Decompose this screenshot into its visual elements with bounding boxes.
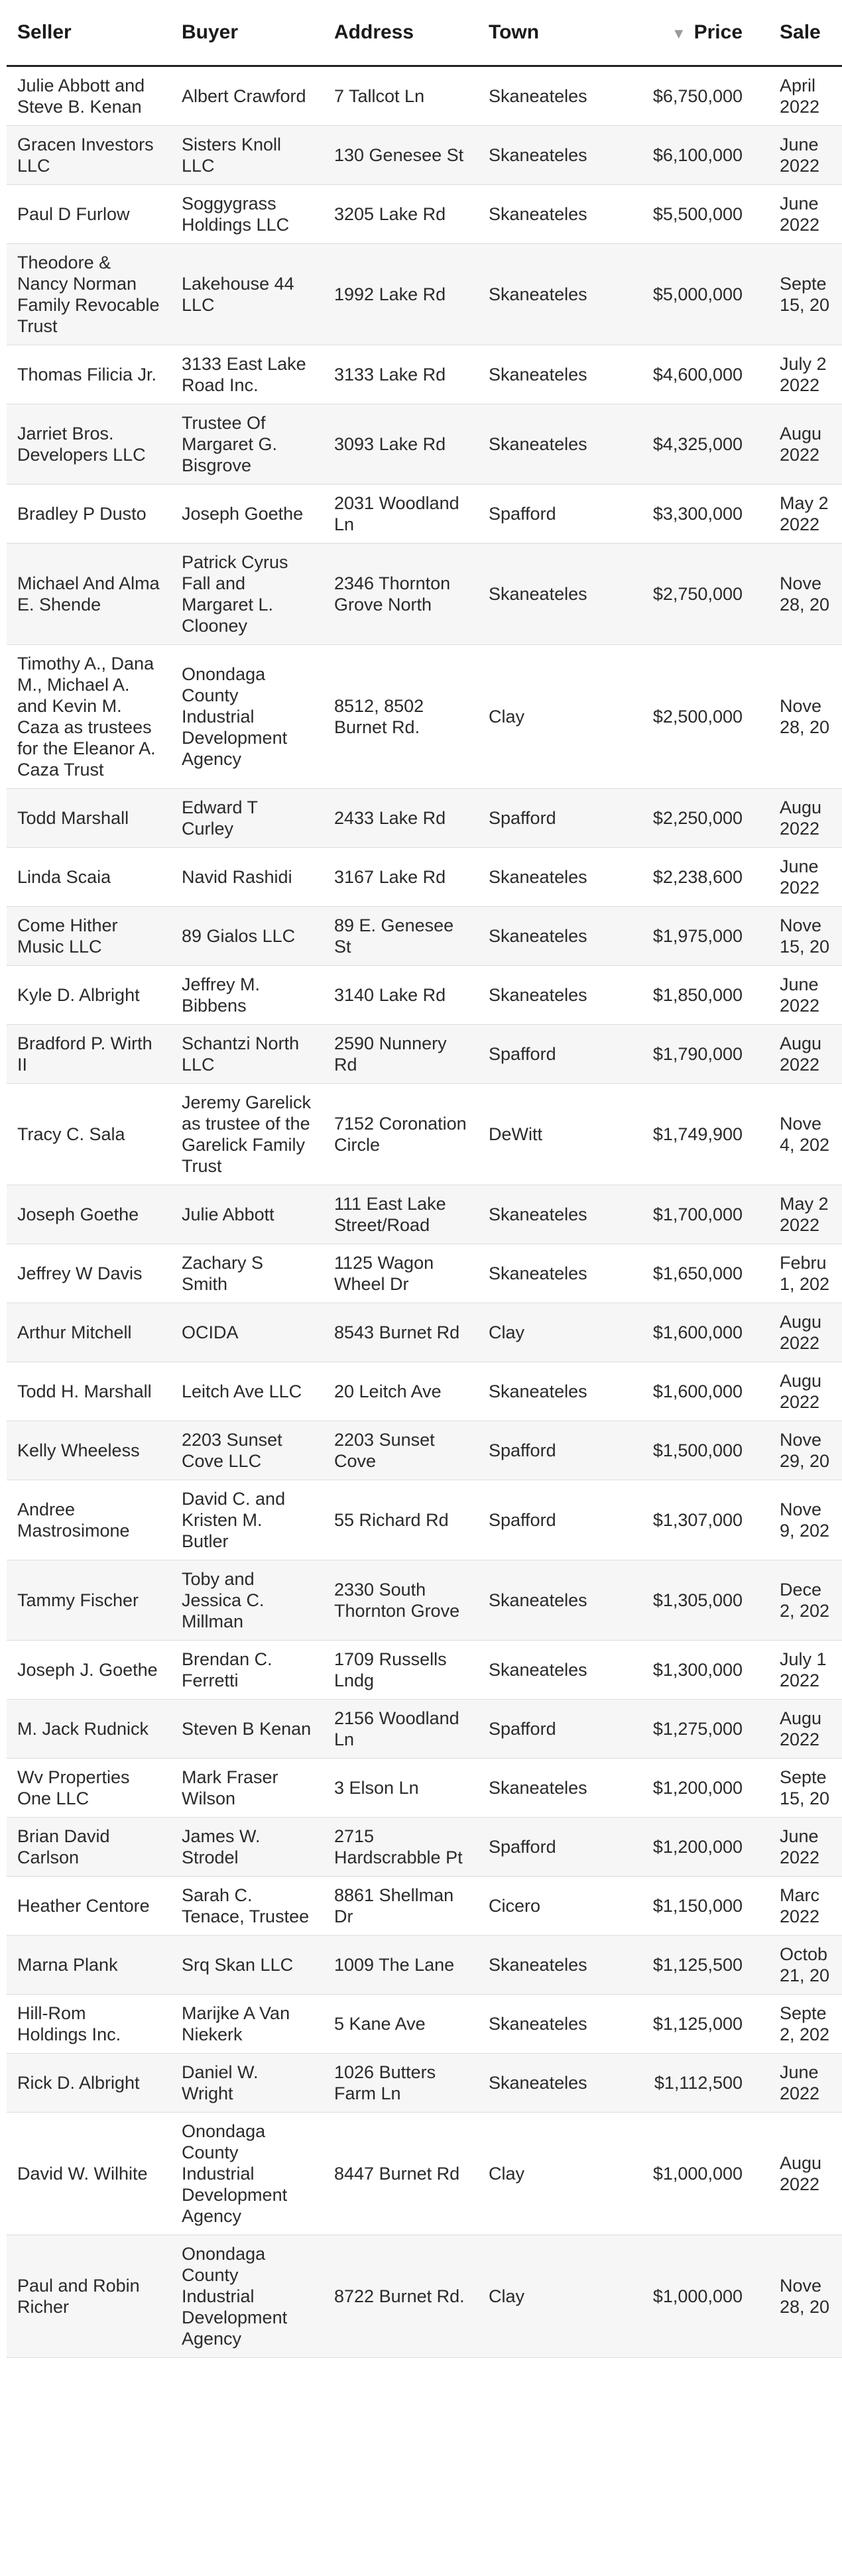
cell-address: 8512, 8502 Burnet Rd. <box>324 645 478 789</box>
cell-buyer: David C. and Kristen M. Butler <box>171 1480 324 1560</box>
cell-price: $1,307,000 <box>622 1480 769 1560</box>
table-row <box>7 1025 842 1084</box>
cell-price: $1,975,000 <box>622 907 769 966</box>
cell-seller: Marna Plank <box>7 1936 171 1995</box>
cell-sale: Septe 15, 20 <box>769 1759 842 1818</box>
cell-price: $1,500,000 <box>622 1421 769 1480</box>
cell-price: $1,600,000 <box>622 1303 769 1362</box>
cell-town: Skaneateles <box>478 966 622 1025</box>
cell-buyer: Mark Fraser Wilson <box>171 1759 324 1818</box>
cell-price: $1,305,000 <box>622 1560 769 1641</box>
table-row <box>7 1480 842 1560</box>
cell-address: 3 Elson Ln <box>324 1759 478 1818</box>
cell-town: Skaneateles <box>478 907 622 966</box>
cell-price: $1,125,000 <box>622 1995 769 2054</box>
cell-buyer: Daniel W. Wright <box>171 2054 324 2113</box>
cell-price: $6,750,000 <box>622 66 769 126</box>
cell-address: 2346 Thornton Grove North <box>324 544 478 645</box>
cell-seller: Paul and Robin Richer <box>7 2235 171 2358</box>
cell-seller: Arthur Mitchell <box>7 1303 171 1362</box>
table-row <box>7 1303 842 1362</box>
cell-sale: Nove 28, 20 <box>769 645 842 789</box>
cell-price: $6,100,000 <box>622 126 769 185</box>
cell-sale: Nove 28, 20 <box>769 544 842 645</box>
cell-sale: May 2 2022 <box>769 485 842 544</box>
cell-sale: April 2022 <box>769 66 842 126</box>
cell-seller: Tammy Fischer <box>7 1560 171 1641</box>
cell-buyer: Zachary S Smith <box>171 1244 324 1303</box>
cell-seller: Bradley P Dusto <box>7 485 171 544</box>
cell-price: $2,500,000 <box>622 645 769 789</box>
cell-seller: Heather Centore <box>7 1877 171 1936</box>
cell-town: Spafford <box>478 1818 622 1877</box>
cell-price: $1,850,000 <box>622 966 769 1025</box>
cell-town: Skaneateles <box>478 244 622 345</box>
table-row <box>7 1084 842 1185</box>
cell-seller: Bradford P. Wirth II <box>7 1025 171 1084</box>
cell-sale: July 2 2022 <box>769 345 842 404</box>
cell-sale: Septe 15, 20 <box>769 244 842 345</box>
cell-address: 2203 Sunset Cove <box>324 1421 478 1480</box>
cell-address: 3167 Lake Rd <box>324 848 478 907</box>
cell-sale: Dece 2, 202 <box>769 1560 842 1641</box>
cell-town: Skaneateles <box>478 1185 622 1244</box>
cell-address: 3205 Lake Rd <box>324 185 478 244</box>
cell-address: 7 Tallcot Ln <box>324 66 478 126</box>
cell-price: $1,650,000 <box>622 1244 769 1303</box>
cell-sale: July 1 2022 <box>769 1641 842 1700</box>
table-row <box>7 485 842 544</box>
cell-address: 20 Leitch Ave <box>324 1362 478 1421</box>
cell-sale: Augu 2022 <box>769 1303 842 1362</box>
cell-sale: Augu 2022 <box>769 1025 842 1084</box>
cell-seller: Come Hither Music LLC <box>7 907 171 966</box>
cell-buyer: Onondaga County Industrial Development Agency <box>171 645 324 789</box>
cell-town: DeWitt <box>478 1084 622 1185</box>
sales-table <box>7 0 842 2358</box>
cell-sale: June 2022 <box>769 185 842 244</box>
cell-town: Clay <box>478 2235 622 2358</box>
cell-town: Skaneateles <box>478 66 622 126</box>
sort-descending-icon: ▼ <box>671 25 686 42</box>
cell-price: $1,300,000 <box>622 1641 769 1700</box>
cell-seller: Wv Properties One LLC <box>7 1759 171 1818</box>
table-row <box>7 185 842 244</box>
table-row <box>7 645 842 789</box>
column-header-sale[interactable]: Sale <box>769 0 842 66</box>
cell-address: 3140 Lake Rd <box>324 966 478 1025</box>
table-row <box>7 66 842 126</box>
cell-town: Clay <box>478 645 622 789</box>
table-row <box>7 1936 842 1995</box>
cell-town: Clay <box>478 2113 622 2235</box>
column-header-address[interactable]: Address <box>324 0 478 66</box>
cell-buyer: Trustee Of Margaret G. Bisgrove <box>171 404 324 485</box>
cell-seller: David W. Wilhite <box>7 2113 171 2235</box>
cell-town: Skaneateles <box>478 1936 622 1995</box>
cell-town: Skaneateles <box>478 544 622 645</box>
cell-town: Clay <box>478 1303 622 1362</box>
cell-buyer: Srq Skan LLC <box>171 1936 324 1995</box>
cell-seller: Jarriet Bros. Developers LLC <box>7 404 171 485</box>
cell-seller: Joseph Goethe <box>7 1185 171 1244</box>
cell-address: 111 East Lake Street/Road <box>324 1185 478 1244</box>
cell-buyer: Jeremy Garelick as trustee of the Garelick Family Trust <box>171 1084 324 1185</box>
table-row <box>7 345 842 404</box>
cell-town: Spafford <box>478 1700 622 1759</box>
cell-seller: Hill-Rom Holdings Inc. <box>7 1995 171 2054</box>
cell-sale: Augu 2022 <box>769 2113 842 2235</box>
cell-address: 8543 Burnet Rd <box>324 1303 478 1362</box>
cell-seller: Timothy A., Dana M., Michael A. and Kevin M. Caza as trustees for the Eleanor A. Caza Trust <box>7 645 171 789</box>
cell-town: Cicero <box>478 1877 622 1936</box>
cell-buyer: 3133 East Lake Road Inc. <box>171 345 324 404</box>
cell-seller: Rick D. Albright <box>7 2054 171 2113</box>
cell-seller: Andree Mastrosimone <box>7 1480 171 1560</box>
cell-price: $2,238,600 <box>622 848 769 907</box>
cell-town: Skaneateles <box>478 1560 622 1641</box>
cell-sale: Augu 2022 <box>769 789 842 848</box>
column-header-buyer[interactable]: Buyer <box>171 0 324 66</box>
cell-sale: Nove 9, 202 <box>769 1480 842 1560</box>
column-header-town[interactable]: Town <box>478 0 622 66</box>
cell-sale: Augu 2022 <box>769 1362 842 1421</box>
cell-address: 1125 Wagon Wheel Dr <box>324 1244 478 1303</box>
cell-town: Skaneateles <box>478 1995 622 2054</box>
column-header-price[interactable]: ▼ Price <box>622 0 769 66</box>
sales-table-container <box>7 0 830 2358</box>
cell-town: Skaneateles <box>478 404 622 485</box>
cell-price: $1,000,000 <box>622 2113 769 2235</box>
cell-price: $4,325,000 <box>622 404 769 485</box>
table-row <box>7 1421 842 1480</box>
cell-town: Skaneateles <box>478 1244 622 1303</box>
cell-buyer: Jeffrey M. Bibbens <box>171 966 324 1025</box>
cell-address: 8722 Burnet Rd. <box>324 2235 478 2358</box>
cell-address: 5 Kane Ave <box>324 1995 478 2054</box>
cell-price: $1,700,000 <box>622 1185 769 1244</box>
cell-sale: Marc 2022 <box>769 1877 842 1936</box>
table-row <box>7 966 842 1025</box>
cell-address: 89 E. Genesee St <box>324 907 478 966</box>
cell-address: 2433 Lake Rd <box>324 789 478 848</box>
cell-town: Spafford <box>478 789 622 848</box>
cell-sale: Augu 2022 <box>769 404 842 485</box>
cell-buyer: Sisters Knoll LLC <box>171 126 324 185</box>
table-row <box>7 2054 842 2113</box>
cell-price: $2,250,000 <box>622 789 769 848</box>
table-row <box>7 404 842 485</box>
cell-seller: Todd H. Marshall <box>7 1362 171 1421</box>
cell-town: Skaneateles <box>478 848 622 907</box>
cell-buyer: Albert Crawford <box>171 66 324 126</box>
cell-seller: Gracen Investors LLC <box>7 126 171 185</box>
cell-address: 2156 Woodland Ln <box>324 1700 478 1759</box>
cell-buyer: Onondaga County Industrial Development Agency <box>171 2113 324 2235</box>
cell-price: $1,749,900 <box>622 1084 769 1185</box>
cell-price: $1,200,000 <box>622 1818 769 1877</box>
cell-address: 2330 South Thornton Grove <box>324 1560 478 1641</box>
cell-buyer: Lakehouse 44 LLC <box>171 244 324 345</box>
cell-buyer: Marijke A Van Niekerk <box>171 1995 324 2054</box>
cell-seller: Kelly Wheeless <box>7 1421 171 1480</box>
cell-price: $5,000,000 <box>622 244 769 345</box>
cell-sale: June 2022 <box>769 126 842 185</box>
cell-seller: M. Jack Rudnick <box>7 1700 171 1759</box>
cell-sale: Octob 21, 20 <box>769 1936 842 1995</box>
cell-address: 1709 Russells Lndg <box>324 1641 478 1700</box>
cell-seller: Jeffrey W Davis <box>7 1244 171 1303</box>
cell-sale: Febru 1, 202 <box>769 1244 842 1303</box>
cell-sale: June 2022 <box>769 966 842 1025</box>
cell-price: $1,125,500 <box>622 1936 769 1995</box>
cell-buyer: Leitch Ave LLC <box>171 1362 324 1421</box>
cell-buyer: Julie Abbott <box>171 1185 324 1244</box>
cell-sale: June 2022 <box>769 848 842 907</box>
table-row <box>7 1185 842 1244</box>
cell-address: 2590 Nunnery Rd <box>324 1025 478 1084</box>
table-row <box>7 2113 842 2235</box>
table-row <box>7 2235 842 2358</box>
cell-address: 8447 Burnet Rd <box>324 2113 478 2235</box>
cell-seller: Linda Scaia <box>7 848 171 907</box>
table-row <box>7 1641 842 1700</box>
table-row <box>7 1995 842 2054</box>
table-row <box>7 789 842 848</box>
cell-price: $5,500,000 <box>622 185 769 244</box>
cell-buyer: Edward T Curley <box>171 789 324 848</box>
cell-sale: Nove 15, 20 <box>769 907 842 966</box>
cell-buyer: Steven B Kenan <box>171 1700 324 1759</box>
cell-seller: Todd Marshall <box>7 789 171 848</box>
cell-price: $1,112,500 <box>622 2054 769 2113</box>
cell-buyer: Navid Rashidi <box>171 848 324 907</box>
cell-buyer: Soggygrass Holdings LLC <box>171 185 324 244</box>
cell-address: 1992 Lake Rd <box>324 244 478 345</box>
cell-seller: Kyle D. Albright <box>7 966 171 1025</box>
cell-buyer: Joseph Goethe <box>171 485 324 544</box>
cell-price: $1,790,000 <box>622 1025 769 1084</box>
cell-seller: Paul D Furlow <box>7 185 171 244</box>
table-row <box>7 244 842 345</box>
cell-town: Skaneateles <box>478 1362 622 1421</box>
cell-price: $1,000,000 <box>622 2235 769 2358</box>
cell-sale: June 2022 <box>769 1818 842 1877</box>
table-row <box>7 848 842 907</box>
column-header-seller[interactable]: Seller <box>7 0 171 66</box>
table-row <box>7 1759 842 1818</box>
cell-town: Skaneateles <box>478 1641 622 1700</box>
cell-sale: Augu 2022 <box>769 1700 842 1759</box>
cell-seller: Theodore & Nancy Norman Family Revocable Trust <box>7 244 171 345</box>
table-row <box>7 126 842 185</box>
cell-price: $4,600,000 <box>622 345 769 404</box>
cell-sale: May 2 2022 <box>769 1185 842 1244</box>
cell-address: 55 Richard Rd <box>324 1480 478 1560</box>
cell-buyer: Sarah C. Tenace, Trustee <box>171 1877 324 1936</box>
cell-seller: Brian David Carlson <box>7 1818 171 1877</box>
cell-buyer: James W. Strodel <box>171 1818 324 1877</box>
cell-address: 8861 Shellman Dr <box>324 1877 478 1936</box>
cell-buyer: 2203 Sunset Cove LLC <box>171 1421 324 1480</box>
cell-buyer: OCIDA <box>171 1303 324 1362</box>
table-row <box>7 1700 842 1759</box>
cell-buyer: Patrick Cyrus Fall and Margaret L. Clooney <box>171 544 324 645</box>
table-body <box>7 66 842 2358</box>
cell-town: Skaneateles <box>478 2054 622 2113</box>
cell-address: 1009 The Lane <box>324 1936 478 1995</box>
cell-seller: Tracy C. Sala <box>7 1084 171 1185</box>
table-row <box>7 1362 842 1421</box>
cell-town: Spafford <box>478 1025 622 1084</box>
cell-price: $1,275,000 <box>622 1700 769 1759</box>
cell-price: $1,600,000 <box>622 1362 769 1421</box>
table-row <box>7 1818 842 1877</box>
cell-town: Spafford <box>478 1421 622 1480</box>
cell-address: 2031 Woodland Ln <box>324 485 478 544</box>
cell-buyer: Brendan C. Ferretti <box>171 1641 324 1700</box>
cell-town: Skaneateles <box>478 126 622 185</box>
cell-town: Spafford <box>478 1480 622 1560</box>
cell-seller: Michael And Alma E. Shende <box>7 544 171 645</box>
cell-address: 3133 Lake Rd <box>324 345 478 404</box>
cell-address: 2715 Hardscrabble Pt <box>324 1818 478 1877</box>
cell-buyer: Onondaga County Industrial Development Agency <box>171 2235 324 2358</box>
cell-sale: Nove 4, 202 <box>769 1084 842 1185</box>
cell-seller: Julie Abbott and Steve B. Kenan <box>7 66 171 126</box>
cell-price: $3,300,000 <box>622 485 769 544</box>
cell-sale: Septe 2, 202 <box>769 1995 842 2054</box>
table-row <box>7 1877 842 1936</box>
cell-buyer: 89 Gialos LLC <box>171 907 324 966</box>
cell-price: $1,200,000 <box>622 1759 769 1818</box>
cell-address: 130 Genesee St <box>324 126 478 185</box>
cell-town: Skaneateles <box>478 1759 622 1818</box>
table-header-row <box>7 0 842 66</box>
cell-sale: Nove 29, 20 <box>769 1421 842 1480</box>
cell-address: 7152 Coronation Circle <box>324 1084 478 1185</box>
cell-sale: June 2022 <box>769 2054 842 2113</box>
table-row <box>7 1560 842 1641</box>
cell-price: $1,150,000 <box>622 1877 769 1936</box>
cell-address: 3093 Lake Rd <box>324 404 478 485</box>
cell-town: Skaneateles <box>478 185 622 244</box>
cell-price: $2,750,000 <box>622 544 769 645</box>
cell-address: 1026 Butters Farm Ln <box>324 2054 478 2113</box>
table-row <box>7 907 842 966</box>
table-row <box>7 544 842 645</box>
cell-seller: Thomas Filicia Jr. <box>7 345 171 404</box>
table-row <box>7 1244 842 1303</box>
cell-buyer: Toby and Jessica C. Millman <box>171 1560 324 1641</box>
cell-seller: Joseph J. Goethe <box>7 1641 171 1700</box>
cell-sale: Nove 28, 20 <box>769 2235 842 2358</box>
cell-buyer: Schantzi North LLC <box>171 1025 324 1084</box>
cell-town: Skaneateles <box>478 345 622 404</box>
cell-town: Spafford <box>478 485 622 544</box>
